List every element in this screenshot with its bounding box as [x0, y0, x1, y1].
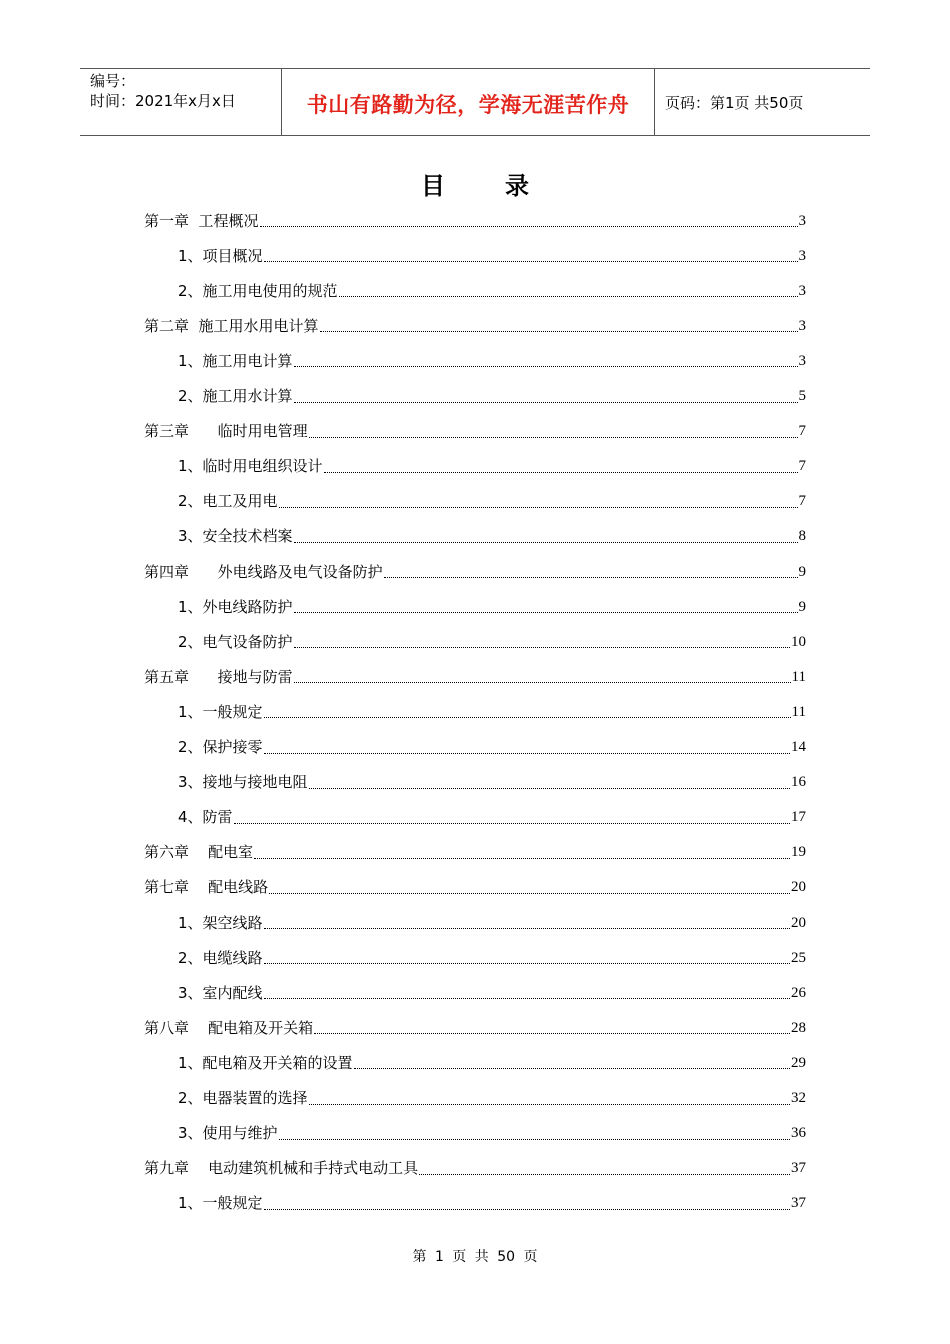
toc-entry-label: 第七章 配电线路 — [144, 878, 269, 897]
toc-entry-page: 16 — [791, 774, 806, 791]
toc-leader-dots — [254, 858, 790, 859]
toc-entry-page: 3 — [798, 247, 806, 264]
toc-entry[interactable] — [178, 238, 806, 273]
toc-leader-dots — [309, 437, 798, 438]
toc-entry[interactable] — [178, 624, 806, 659]
toc-entry-label: 3、安全技术档案 — [178, 527, 293, 546]
toc-entry[interactable] — [144, 1010, 806, 1045]
toc-entry[interactable] — [178, 800, 806, 835]
toc-entry-label: 1、外电线路防护 — [178, 597, 293, 616]
toc-leader-dots — [264, 717, 791, 718]
toc-entry-page: 7 — [798, 423, 806, 440]
toc-entry-page: 20 — [791, 914, 806, 931]
toc-leader-dots — [234, 823, 790, 824]
toc-entry-page: 32 — [791, 1090, 806, 1106]
toc-entry[interactable] — [178, 765, 806, 800]
toc-leader-dots — [294, 402, 798, 403]
toc-entry-label: 2、施工用电使用的规范 — [178, 281, 338, 300]
page-footer: 第 1 页 共 50 页 — [412, 1249, 538, 1265]
toc-entry[interactable] — [178, 940, 806, 975]
toc-leader-dots — [294, 682, 791, 683]
toc-leader-dots — [260, 226, 798, 227]
toc-entry-page: 5 — [798, 388, 806, 404]
toc-entry-page: 37 — [791, 1195, 806, 1212]
toc-leader-dots — [264, 998, 790, 999]
toc-entry-label: 第四章 外电线路及电气设备防护 — [144, 562, 383, 581]
toc-entry[interactable] — [178, 379, 806, 414]
toc-leader-dots — [320, 331, 798, 332]
toc-entry[interactable] — [144, 835, 806, 870]
toc-leader-dots — [264, 1209, 790, 1210]
toc-entry[interactable] — [144, 659, 806, 694]
toc-leader-dots — [324, 472, 798, 473]
toc-entry[interactable] — [178, 1116, 806, 1151]
toc-leader-dots — [314, 1033, 790, 1034]
toc-entry-label: 第八章 配电箱及开关箱 — [144, 1018, 314, 1037]
toc-entry-label: 2、电气设备防护 — [178, 632, 293, 651]
toc-entry-page: 3 — [798, 352, 806, 369]
toc-entry-page: 9 — [798, 563, 806, 580]
document-title: 目录 — [421, 172, 589, 200]
page-header — [80, 68, 870, 136]
time-label: 时间：2021年x月x日 — [90, 92, 236, 110]
toc-entry[interactable] — [178, 343, 806, 378]
toc-leader-dots — [309, 1104, 790, 1105]
toc-leader-dots — [294, 647, 790, 648]
header-motto: 书山有路勤为径，学海无涯苦作舟 — [282, 69, 655, 135]
toc-entry-page: 3 — [798, 282, 806, 299]
toc-leader-dots — [269, 893, 790, 894]
toc-entry[interactable] — [178, 589, 806, 624]
toc-entry[interactable] — [178, 1186, 806, 1221]
toc-entry-page: 7 — [798, 458, 806, 475]
toc-entry[interactable] — [178, 519, 806, 554]
toc-leader-dots — [294, 612, 798, 613]
toc-entry[interactable] — [178, 449, 806, 484]
toc-leader-dots — [279, 1139, 790, 1140]
toc-entry-label: 第三章 临时用电管理 — [144, 422, 308, 441]
toc-entry-page: 28 — [791, 1019, 806, 1036]
header-meta — [80, 69, 282, 135]
toc-entry-label: 第九章 电动建筑机械和手持式电动工具 — [144, 1159, 419, 1178]
toc-entry-page: 3 — [798, 212, 806, 229]
toc-leader-dots — [279, 507, 798, 508]
toc-entry-page: 14 — [791, 739, 806, 755]
toc-entry[interactable] — [178, 730, 806, 765]
toc-entry[interactable] — [178, 905, 806, 940]
toc-leader-dots — [264, 261, 798, 262]
toc-leader-dots — [264, 963, 790, 964]
toc-entry-label: 1、架空线路 — [178, 913, 263, 932]
toc-leader-dots — [294, 366, 798, 367]
toc-entry[interactable] — [178, 1081, 806, 1116]
toc-leader-dots — [384, 577, 798, 578]
toc-entry-label: 1、一般规定 — [178, 1194, 263, 1213]
toc-entry-page: 8 — [798, 528, 806, 545]
toc-entry-page: 26 — [791, 984, 806, 1001]
toc-entry[interactable] — [178, 694, 806, 729]
toc-entry[interactable] — [144, 203, 806, 238]
toc-entry-label: 1、施工用电计算 — [178, 351, 293, 370]
toc-entry[interactable] — [178, 484, 806, 519]
toc-entry-page: 37 — [791, 1160, 806, 1177]
toc-leader-dots — [419, 1174, 790, 1175]
toc-entry-label: 4、防雷 — [178, 808, 233, 827]
toc-entry-page: 10 — [791, 633, 806, 650]
toc-entry-page: 3 — [798, 317, 806, 334]
toc-entry-label: 2、电器装置的选择 — [178, 1089, 308, 1107]
toc-entry-label: 第二章 施工用水用电计算 — [144, 316, 319, 335]
toc-entry-label: 第一章 工程概况 — [144, 211, 259, 230]
toc-entry-page: 20 — [791, 879, 806, 896]
toc-entry[interactable] — [144, 414, 806, 449]
header-page-info: 页码：第1页 共50页 — [665, 93, 804, 112]
toc-entry-page: 25 — [791, 949, 806, 966]
toc-entry-page: 36 — [791, 1125, 806, 1142]
toc-entry-page: 17 — [791, 809, 806, 826]
toc-entry[interactable] — [144, 308, 806, 343]
toc-entry[interactable] — [144, 870, 806, 905]
toc-entry-label: 2、施工用水计算 — [178, 387, 293, 405]
toc-leader-dots — [309, 788, 790, 789]
toc-entry-label: 第五章 接地与防雷 — [144, 667, 293, 686]
code-label: 编号： — [90, 72, 136, 90]
toc-entry-label: 1、临时用电组织设计 — [178, 457, 323, 476]
toc-entry-label: 3、接地与接地电阻 — [178, 773, 308, 792]
toc-entry-page: 11 — [791, 668, 806, 685]
toc-entry-label: 2、电缆线路 — [178, 948, 263, 967]
toc-entry-label: 2、电工及用电 — [178, 492, 278, 511]
toc-entry-page: 9 — [798, 598, 806, 615]
toc-leader-dots — [264, 928, 790, 929]
toc-leader-dots — [264, 753, 790, 754]
toc-entry-label: 3、室内配线 — [178, 983, 263, 1002]
toc-entry-page: 7 — [798, 493, 806, 510]
toc-entry[interactable] — [178, 975, 806, 1010]
toc-entry-page: 29 — [791, 1054, 806, 1071]
toc-entry-label: 第六章 配电室 — [144, 843, 254, 862]
toc-entry[interactable] — [178, 273, 806, 308]
toc-leader-dots — [294, 542, 798, 543]
toc-entry-label: 1、一般规定 — [178, 702, 263, 721]
toc-entry[interactable] — [144, 1151, 806, 1186]
toc-entry-page: 11 — [791, 703, 806, 720]
toc-leader-dots — [354, 1068, 790, 1069]
toc-entry[interactable] — [178, 1045, 806, 1080]
toc-entry-label: 1、配电箱及开关箱的设置 — [178, 1053, 353, 1072]
toc-entry-page: 19 — [791, 844, 806, 861]
toc-entry[interactable] — [144, 554, 806, 589]
toc-entry-label: 2、保护接零 — [178, 738, 263, 756]
toc-entry-label: 1、项目概况 — [178, 246, 263, 265]
toc-entry-label: 3、使用与维护 — [178, 1124, 278, 1143]
toc-leader-dots — [339, 296, 798, 297]
